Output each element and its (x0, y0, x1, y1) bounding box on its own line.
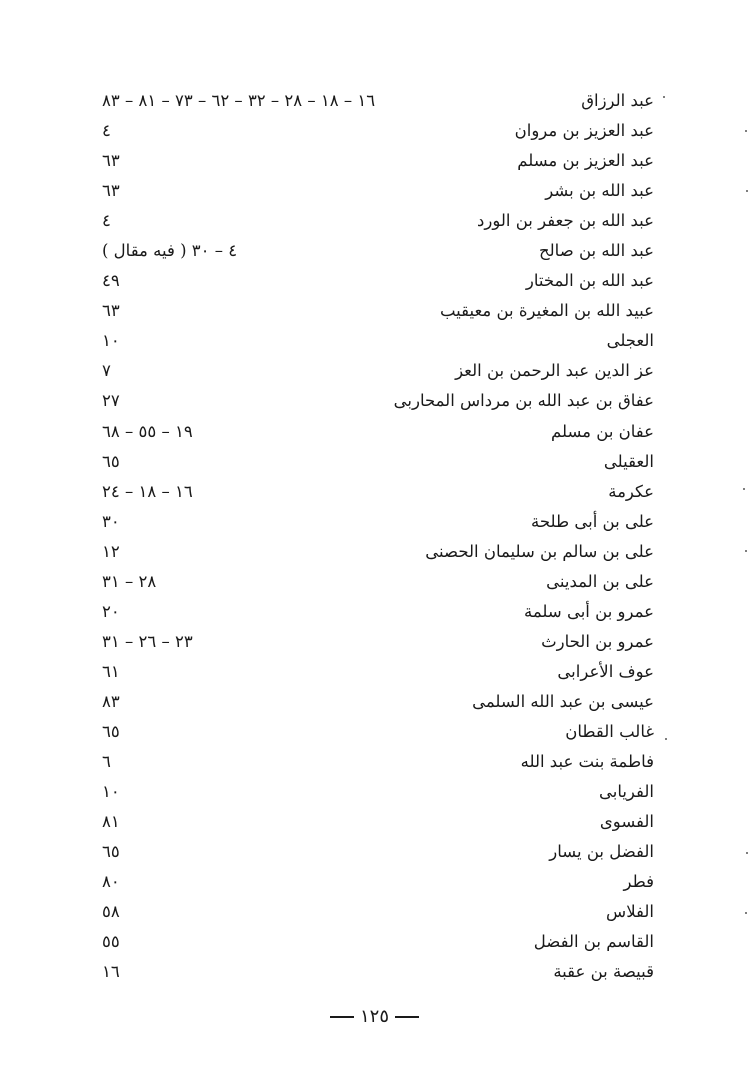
entry-pages: ٤ (102, 121, 111, 141)
index-entry (98, 777, 654, 807)
index-entry (98, 236, 654, 266)
name-index-list (98, 86, 654, 987)
entry-name: الفلاس (606, 902, 654, 922)
entry-pages: ٦٣ (102, 301, 120, 321)
scan-speck (746, 852, 748, 854)
index-entry (98, 86, 654, 116)
entry-name: عبد الله بن جعفر بن الورد (477, 211, 654, 231)
entry-pages: ٥٨ (102, 902, 120, 922)
entry-name: عمرو بن الحارث (541, 631, 654, 651)
entry-pages: ٢٧ (102, 391, 120, 411)
scan-speck (663, 96, 665, 98)
entry-pages: ٦٥ (102, 721, 120, 741)
index-entry (98, 597, 654, 627)
index-entry (98, 837, 654, 867)
index-entry (98, 326, 654, 356)
entry-name: العجلى (606, 331, 654, 351)
entry-pages: ٦ (102, 752, 111, 772)
entry-pages: ١٠ (102, 331, 120, 351)
entry-name: عبد الرزاق (581, 91, 654, 110)
entry-pages: ٦٣ (102, 151, 120, 171)
entry-pages: ٤٩ (102, 271, 120, 291)
footer-dash-right (395, 1016, 419, 1018)
entry-pages: ٦١ (102, 661, 120, 681)
entry-name: غالب القطان (565, 721, 654, 741)
index-entry (98, 657, 654, 687)
index-entry (98, 957, 654, 987)
entry-pages: ٦٣ (102, 181, 120, 201)
page-number: ١٢٥ (359, 1006, 389, 1027)
entry-name: عبد العزيز بن مروان (514, 121, 654, 141)
entry-name: على بن سالم بن سليمان الحصنى (425, 541, 654, 561)
index-entry (98, 296, 654, 326)
entry-pages: ٤ (102, 211, 111, 231)
index-entry (98, 206, 654, 236)
entry-pages: ١٦ – ١٨ – ٢٨ – ٣٢ – ٦٢ – ٧٣ – ٨١ – ٨٣ (102, 91, 376, 110)
index-entry (98, 687, 654, 717)
entry-name: على بن المدينى (546, 571, 654, 591)
index-entry (98, 567, 654, 597)
entry-pages: ٧ (102, 361, 111, 381)
entry-name: عكرمة (608, 481, 654, 501)
index-entry (98, 627, 654, 657)
index-entry (98, 867, 654, 897)
index-entry (98, 176, 654, 206)
entry-pages: ٨٣ (102, 691, 120, 711)
scan-speck (665, 738, 667, 740)
index-entry (98, 146, 654, 176)
index-entry (98, 927, 654, 957)
entry-name: الفريابى (598, 782, 654, 802)
entry-name: عمرو بن أبى سلمة (524, 601, 654, 621)
footer-dash-left (330, 1016, 354, 1018)
entry-pages: ٨١ (102, 812, 120, 832)
entry-pages: ٨٠ (102, 872, 120, 892)
entry-name: الفضل بن يسار (549, 842, 654, 862)
entry-name: فطر (623, 872, 654, 892)
entry-pages: ٣٠ (102, 511, 120, 531)
scan-speck (745, 550, 747, 552)
index-entry (98, 356, 654, 386)
index-entry (98, 507, 654, 537)
entry-name: عبد العزيز بن مسلم (517, 151, 654, 171)
scan-speck (743, 488, 745, 490)
index-entry (98, 747, 654, 777)
entry-name: على بن أبى طلحة (531, 511, 654, 531)
entry-name: عبيد الله بن المغيرة بن معيقيب (439, 301, 654, 321)
scan-speck (745, 912, 747, 914)
entry-pages: ٢٨ – ٣١ (102, 571, 157, 591)
entry-name: القاسم بن الفضل (533, 932, 654, 952)
entry-pages: ٢٠ (102, 601, 120, 621)
entry-pages: ١٩ – ٥٥ – ٦٨ (102, 421, 193, 441)
entry-pages: ١٦ – ١٨ – ٢٤ (102, 481, 193, 501)
index-entry (98, 386, 654, 416)
entry-pages: ١٢ (102, 541, 120, 561)
scan-speck (745, 130, 747, 132)
entry-name: عز الدين عبد الرحمن بن العز (455, 361, 654, 381)
entry-name: عفاق بن عبد الله بن مرداس المحاربى (393, 391, 654, 411)
index-entry (98, 537, 654, 567)
entry-pages: ٢٣ – ٢٦ – ٣١ (102, 631, 193, 651)
entry-name: عوف الأعرابى (557, 661, 654, 681)
entry-name: عبد الله بن بشر (545, 181, 654, 201)
entry-name: عيسى بن عبد الله السلمى (472, 691, 654, 711)
entry-name: قبيصة بن عقبة (553, 962, 654, 982)
entry-pages: ٦٥ (102, 451, 120, 471)
index-entry (98, 417, 654, 447)
index-entry (98, 807, 654, 837)
entry-pages: ٥٥ (102, 932, 120, 952)
index-entry (98, 717, 654, 747)
index-entry (98, 447, 654, 477)
index-entry (98, 897, 654, 927)
entry-name: فاطمة بنت عبد الله (520, 752, 654, 772)
scan-speck (746, 190, 748, 192)
index-entry (98, 477, 654, 507)
entry-name: عفان بن مسلم (551, 421, 654, 441)
entry-name: عبد الله بن صالح (538, 241, 654, 261)
entry-pages: ١٦ (102, 962, 120, 982)
index-entry (98, 266, 654, 296)
entry-name: عبد الله بن المختار (525, 271, 654, 291)
entry-pages: ٦٥ (102, 842, 120, 862)
entry-name: الفسوى (599, 812, 654, 832)
index-entry (98, 116, 654, 146)
entry-pages: ١٠ (102, 782, 120, 802)
page-number-footer (0, 1006, 749, 1027)
entry-pages: ٤ – ٣٠ ( فيه مقال ) (102, 241, 238, 261)
entry-name: العقيلى (603, 451, 654, 471)
